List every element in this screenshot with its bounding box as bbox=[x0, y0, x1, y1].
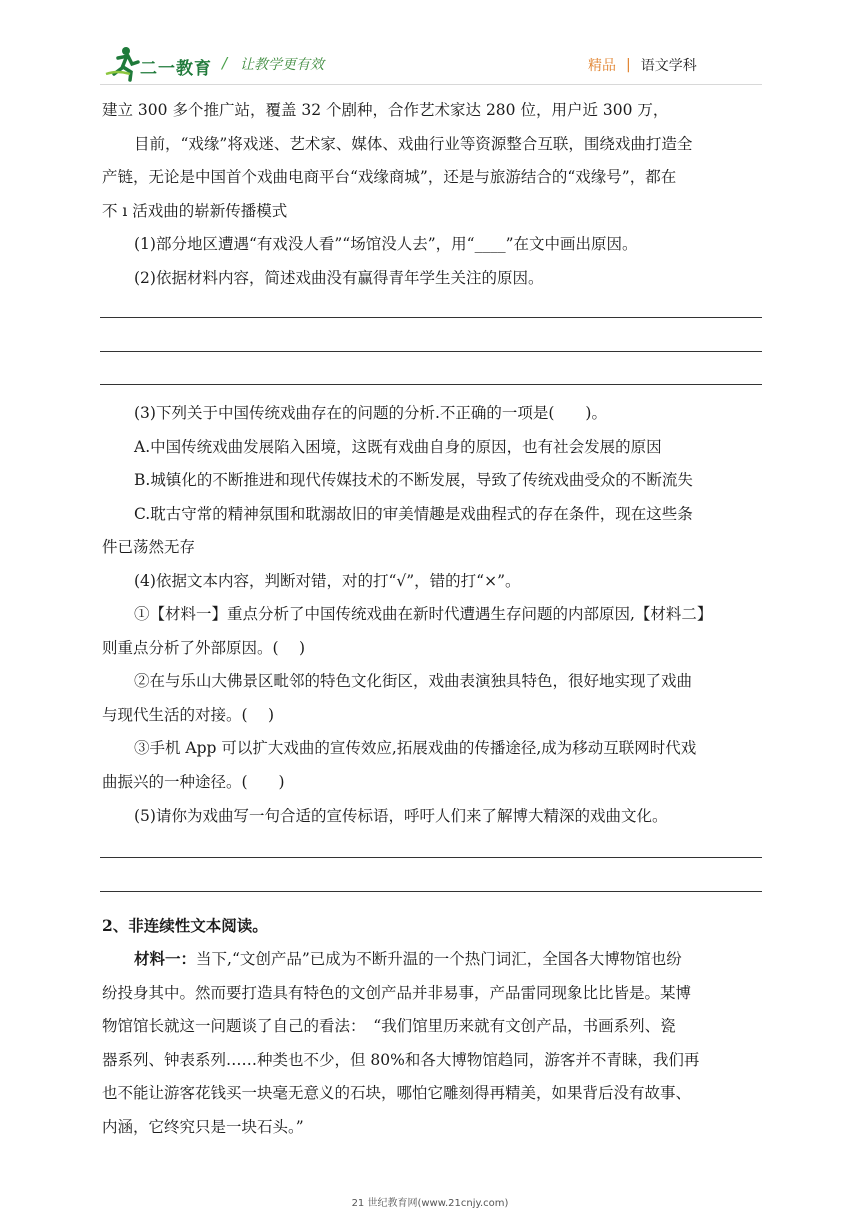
statement-3-cont: 曲振兴的一种途径。( ) bbox=[102, 773, 285, 791]
question-5: (5)请你为戏曲写一句合适的宣传标语，呼吁人们来了解博大精深的戏曲文化。 bbox=[134, 807, 668, 825]
runner-logo-icon bbox=[104, 44, 144, 82]
text-line: 纷投身其中。然而要打造具有特色的文创产品并非易事，产品雷同现象比比皆是。某博 bbox=[102, 984, 692, 1002]
text-line: 建立 300 多个推广站，覆盖 32 个剧种，合作艺术家达 280 位，用户近 300 万， bbox=[102, 101, 669, 119]
page-header bbox=[0, 0, 860, 90]
option-b: B.城镇化的不断推进和现代传媒技术的不断发展，导致了传统戏曲受众的不断流失 bbox=[134, 471, 693, 489]
material-1-text: 当下,“文创产品”已成为不断升温的一个热门词汇，全国各大博物馆也纷 bbox=[196, 950, 682, 968]
logo bbox=[104, 44, 234, 84]
question-2: (2)依据材料内容，简述戏曲没有赢得青年学生关注的原因。 bbox=[134, 269, 544, 287]
slogan-separator: / bbox=[222, 54, 228, 72]
page-footer: 21 世纪教育网(www.21cnjy.com) bbox=[351, 1198, 509, 1209]
text-line: 器系列、钟表系列……种类也不少，但 80%和各大博物馆趋同，游客并不青睐，我们再 bbox=[102, 1051, 700, 1069]
option-c: C.耽古守常的精神氛围和耽溺故旧的审美情趣是戏曲程式的存在条件，现在这些条 bbox=[134, 505, 693, 523]
answer-line[interactable] bbox=[100, 857, 762, 858]
text-line: 目前，“戏缘”将戏迷、艺术家、媒体、戏曲行业等资源整合互联，围绕戏曲打造全 bbox=[134, 135, 693, 153]
header-separator: | bbox=[626, 57, 631, 73]
material-1-label: 材料一： bbox=[134, 949, 197, 968]
header-right bbox=[588, 55, 697, 75]
material-1-line bbox=[134, 949, 762, 969]
option-c-cont: 件已荡然无存 bbox=[102, 538, 196, 556]
statement-2-cont: 与现代生活的对接。( ) bbox=[102, 706, 275, 724]
statement-3: ③手机 App 可以扩大戏曲的宣传效应,拓展戏曲的传播途径,成为移动互联网时代戏 bbox=[134, 739, 697, 757]
text-line: 物馆馆长就这一问题谈了自己的看法： “我们馆里历来就有文创产品，书画系列、瓷 bbox=[102, 1017, 676, 1035]
section-heading: 2、非连续性文本阅读。 bbox=[102, 916, 268, 935]
statement-2: ②在与乐山大佛景区毗邻的特色文化街区，戏曲表演独具特色，很好地实现了戏曲 bbox=[134, 672, 693, 690]
answer-line[interactable] bbox=[100, 351, 762, 352]
answer-line[interactable] bbox=[100, 384, 762, 385]
question-3: (3)下列关于中国传统戏曲存在的问题的分析.不正确的一项是( )。 bbox=[134, 404, 607, 422]
question-1: (1)部分地区遭遇“有戏没人看”“场馆没人去”，用“____”在文中画出原因。 bbox=[134, 235, 638, 253]
answer-line[interactable] bbox=[100, 891, 762, 892]
statement-1-cont: 则重点分析了外部原因。( ) bbox=[102, 639, 306, 657]
subject-label: 语文学科 bbox=[640, 58, 697, 74]
header-divider bbox=[100, 84, 762, 85]
text-line: 不 ı 活戏曲的崭新传播模式 bbox=[102, 202, 288, 220]
option-a: A.中国传统戏曲发展陷入困境，这既有戏曲自身的原因，也有社会发展的原因 bbox=[134, 438, 662, 456]
logo-text: 二一教育 bbox=[140, 59, 212, 79]
text-line: 产链，无论是中国首个戏曲电商平台“戏缘商城”，还是与旅游结合的“戏缘号”，都在 bbox=[102, 168, 677, 186]
text-line: 内涵，它终究只是一块石头。” bbox=[102, 1118, 304, 1136]
quality-badge: 精品 bbox=[588, 58, 616, 74]
statement-1: ①【材料一】重点分析了中国传统戏曲在新时代遭遇生存问题的内部原因,【材料二】 bbox=[134, 605, 713, 623]
question-4: (4)依据文本内容，判断对错，对的打“√”，错的打“×”。 bbox=[134, 572, 521, 590]
text-line: 也不能让游客花钱买一块毫无意义的石块，哪怕它雕刻得再精美，如果背后没有故事、 bbox=[102, 1084, 692, 1102]
slogan: 让教学更有效 bbox=[240, 57, 324, 73]
answer-line[interactable] bbox=[100, 317, 762, 318]
